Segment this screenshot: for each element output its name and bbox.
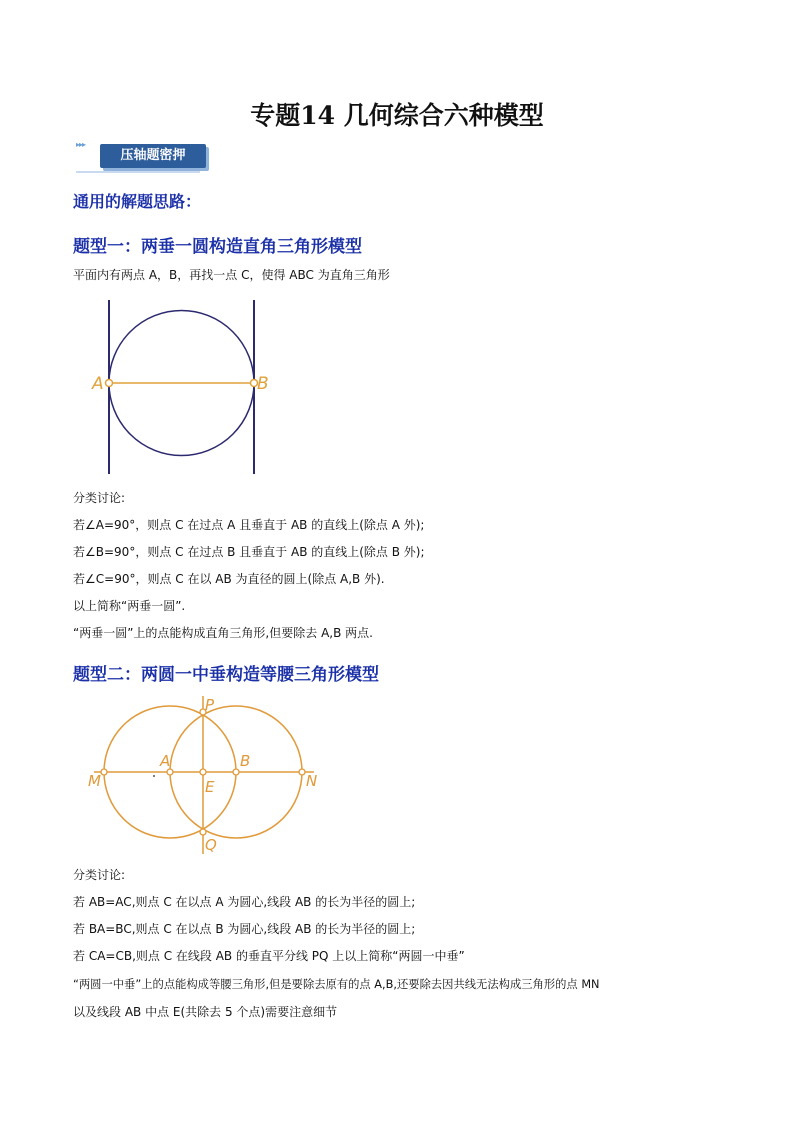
banner-underline xyxy=(76,171,200,173)
section2-case-3: 若 CA=CB,则点 C 在线段 AB 的垂直平分线 PQ 上以上简称“两圆一中垂” xyxy=(73,949,465,963)
section1-case-1: 若∠A=90°，则点 C 在过点 A 且垂直于 AB 的直线上(除点 A 外); xyxy=(73,518,425,532)
section1-case-3: 若∠C=90°，则点 C 在以 AB 为直径的圆上(除点 A,B 外). xyxy=(73,572,385,586)
point-a xyxy=(106,380,113,387)
point-m xyxy=(101,769,107,775)
section1-intro: 平面内有两点 A，B，再找一点 C，使得 ABC 为直角三角形 xyxy=(73,268,390,282)
banner-label: 压轴题密押 xyxy=(120,148,186,163)
label-m: M xyxy=(88,772,101,790)
page-title: 专题14 几何综合六种模型 xyxy=(250,101,544,130)
section1-summary-2: “两垂一圆”上的点能构成直角三角形,但要除去 A,B 两点. xyxy=(73,626,373,640)
section2-discussion-title: 分类讨论: xyxy=(73,868,126,882)
figure-two-circles-one-bisector xyxy=(74,694,326,856)
stray-dot xyxy=(153,775,155,777)
section2-summary-2: 以及线段 AB 中点 E(共除去 5 个点)需要注意细节 xyxy=(73,1005,338,1019)
section1-case-2: 若∠B=90°，则点 C 在过点 B 且垂直于 AB 的直线上(除点 B 外); xyxy=(73,545,425,559)
section-banner xyxy=(76,140,206,174)
point-e xyxy=(200,769,206,775)
label-n: N xyxy=(306,772,318,790)
label-p: P xyxy=(205,696,215,714)
label-q: Q xyxy=(205,836,217,854)
point-n xyxy=(299,769,305,775)
point-q xyxy=(200,829,206,835)
label-a: A xyxy=(160,752,171,770)
section1-discussion-title: 分类讨论: xyxy=(73,491,126,505)
section2-case-2: 若 BA=BC,则点 C 在以点 B 为圆心,线段 AB 的长为半径的圆上; xyxy=(73,922,416,936)
figure-two-perpendiculars-one-circle xyxy=(74,298,294,476)
label-a: A xyxy=(92,374,104,394)
section2-summary-1: “两圆一中垂”上的点能构成等腰三角形,但是要除去原有的点 A,B,还要除去因共线无法构成三角形的点 MN xyxy=(73,978,600,991)
general-heading: 通用的解题思路： xyxy=(73,192,202,211)
banner-arrows-icon: ▸▸▸ xyxy=(76,140,86,149)
section1-heading: 题型一：两垂一圆构造直角三角形模型 xyxy=(73,237,362,257)
label-e: E xyxy=(205,778,215,796)
point-b xyxy=(233,769,239,775)
label-b: B xyxy=(240,752,251,770)
label-b: B xyxy=(257,374,269,394)
section2-heading: 题型二：两圆一中垂构造等腰三角形模型 xyxy=(73,665,379,685)
section2-case-1: 若 AB=AC,则点 C 在以点 A 为圆心,线段 AB 的长为半径的圆上; xyxy=(73,895,416,909)
section1-summary-1: 以上简称“两垂一圆”. xyxy=(73,599,186,613)
